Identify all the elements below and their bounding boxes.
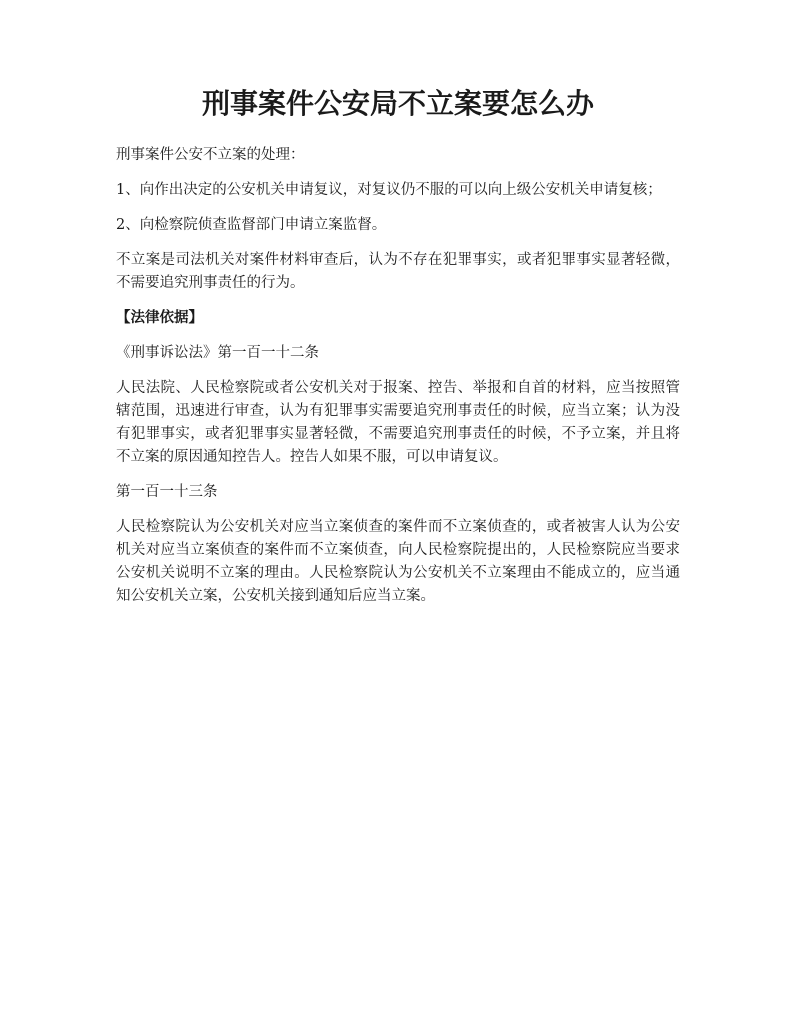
step-two-paragraph: 2、向检察院侦查监督部门申请立案监督。 [116,217,387,233]
law-article-113-title: 第一百一十三条 [116,484,218,500]
intro-paragraph: 刑事案件公安不立案的处理： [116,147,305,163]
legal-basis-heading: 【法律依据】 [116,310,203,326]
law-article-112-text: 人民法院、人民检察院或者公安机关对于报案、控告、举报和自首的材料，应当按照管辖范围，迅速进行审查，认为有犯罪事实需要追究刑事责任的时候，应当立案；认为没有犯罪事实，或者犯罪事实显著轻微，不需要追究刑事责任的时候，不予立案，并且将不立案的原因通知控告人。控告人如果不服，可以申请复议。 [116,380,680,465]
law-article-113-text: 人民检察院认为公安机关对应当立案侦查的案件而不立案侦查的，或者被害人认为公安机关对应当立案侦查的案件而不立案侦查，向人民检察院提出的，人民检察院应当要求公安机关说明不立案的理由。人民检察院认为公安机关不立案理由不能成立的，应当通知公安机关立案，公安机关接到通知后应当立案。 [116,519,680,604]
law-article-112-title: 《刑事诉讼法》第一百一十二条 [116,345,319,361]
definition-paragraph: 不立案是司法机关对案件材料审查后，认为不存在犯罪事实，或者犯罪事实显著轻微，不需要追究刑事责任的行为。 [116,252,680,291]
step-one-paragraph: 1、向作出决定的公安机关申请复议，对复议仍不服的可以向上级公安机关申请复核； [116,182,662,198]
page-title: 刑事案件公安局不立案要怎么办 [201,87,594,120]
